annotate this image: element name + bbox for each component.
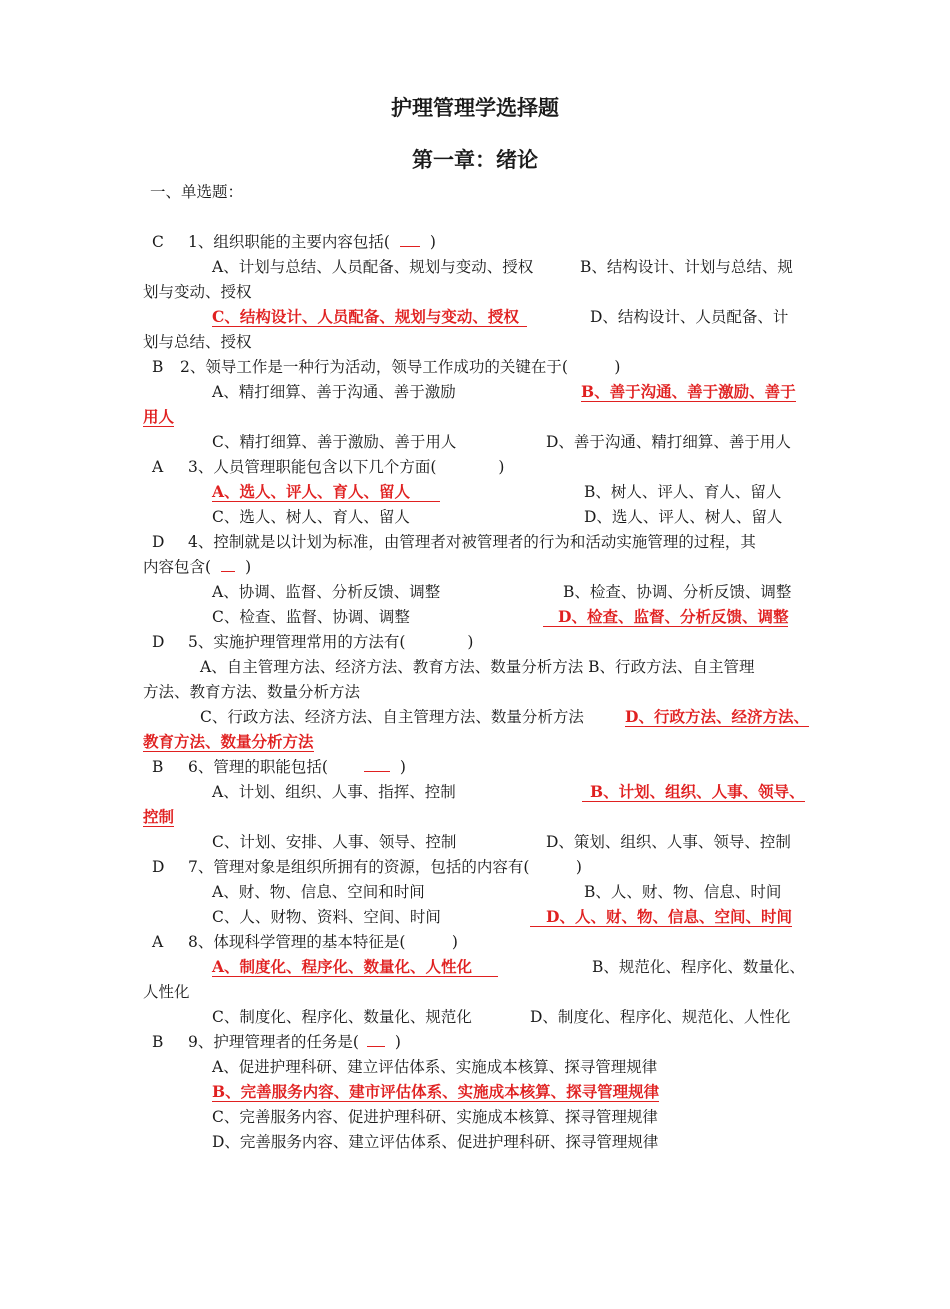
question-stem: 6、管理的职能包括( ) [188,758,406,776]
answer-key: B [152,358,164,376]
question-stem-cont: 内容包含( ) [143,558,252,576]
option-a: A、计划、组织、人事、指挥、控制 [212,783,456,801]
option-d: D、完善服务内容、建立评估体系、促进护理科研、探寻管理规律 [212,1133,659,1151]
question-stem: 7、管理对象是组织所拥有的资源，包括的内容有( ) [188,858,582,876]
option-d: D、选人、评人、树人、留人 [584,508,783,526]
answer-blank [400,232,420,247]
question-stem: 8、体现科学管理的基本特征是( ) [188,933,458,951]
question-stem: 1、组织职能的主要内容包括( ) [188,233,436,251]
question-stem: 3、人员管理职能包含以下几个方面( ) [188,458,505,476]
option-b: B、树人、评人、育人、留人 [584,483,782,501]
option-b-cont: 划与变动、授权 [143,283,252,301]
option-d-cont: 划与总结、授权 [143,333,252,351]
option-a: A、财、物、信息、空间和时间 [212,883,425,901]
option-c: C、人、财物、资料、空间、时间 [212,908,441,926]
option-d: D、策划、组织、人事、领导、控制 [546,833,791,851]
option-d-correct: D、检查、监督、分析反馈、调整 [543,607,788,627]
answer-key: A [152,458,164,476]
answer-blank [364,757,390,772]
option-b-cont: 控制 [143,807,175,826]
answer-key: D [152,533,165,551]
section-heading: 一、单选题： [150,183,244,201]
option-b: B、结构设计、计划与总结、规 [580,258,793,276]
chapter-title: 第一章：绪论 [412,147,538,172]
option-d: D、结构设计、人员配备、计 [590,308,789,326]
option-b-cont: 方法、教育方法、数量分析方法 [143,683,361,701]
option-a-b: A、自主管理方法、经济方法、教育方法、数量分析方法 B、行政方法、自主管理 [200,658,755,676]
answer-key: D [152,633,165,651]
question-stem: 9、护理管理者的任务是( ) [188,1033,401,1051]
question-stem: 5、实施护理管理常用的方法有( ) [188,633,474,651]
option-d-cont: 教育方法、数量分析方法 [143,732,314,751]
answer-key: D [152,858,165,876]
option-c: C、制度化、程序化、数量化、规范化 [212,1008,472,1026]
question-stem: 4、控制就是以计划为标准，由管理者对被管理者的行为和活动实施管理的过程，其 [188,533,756,551]
option-c: C、精打细算、善于激励、善于用人 [212,433,457,451]
option-b: B、检查、协调、分析反馈、调整 [563,583,792,601]
option-a: A、协调、监督、分析反馈、调整 [212,583,441,601]
option-d-correct: D、行政方法、经济方法、 [625,707,809,726]
question-stem: 2、领导工作是一种行为活动，领导工作成功的关键在于( ) [180,358,621,376]
answer-key: C [152,233,164,251]
answer-key: B [152,1033,164,1051]
option-a-correct: A、选人、评人、育人、留人 [212,482,440,502]
option-d: D、制度化、程序化、规范化、人性化 [530,1008,791,1026]
option-c: C、行政方法、经济方法、自主管理方法、数量分析方法 [200,708,584,726]
option-c: C、选人、树人、育人、留人 [212,508,410,526]
option-b-correct: B、完善服务内容、建市评估体系、实施成本核算、探寻管理规律 [212,1082,660,1101]
option-b-correct: B、善于沟通、善于激励、善于 [581,382,796,401]
answer-key: B [152,758,164,776]
option-d-correct: D、人、财、物、信息、空间、时间 [530,907,792,927]
answer-blank [367,1032,385,1047]
option-c: C、检查、监督、协调、调整 [212,608,410,626]
option-c: C、计划、安排、人事、领导、控制 [212,833,457,851]
option-a-correct: A、制度化、程序化、数量化、人性化 [212,957,498,977]
option-a: A、计划与总结、人员配备、规划与变动、授权 [212,258,534,276]
option-b-cont: 人性化 [143,983,190,1001]
option-b-correct: B、计划、组织、人事、领导、 [582,782,805,802]
answer-key: A [152,933,164,951]
page-title: 护理管理学选择题 [391,95,559,120]
option-a: A、精打细算、善于沟通、善于激励 [212,383,456,401]
option-a: A、促进护理科研、建立评估体系、实施成本核算、探寻管理规律 [212,1058,658,1076]
option-b: B、人、财、物、信息、时间 [584,883,782,901]
option-c-correct: C、结构设计、人员配备、规划与变动、授权 [212,307,527,327]
option-c: C、完善服务内容、促进护理科研、实施成本核算、探寻管理规律 [212,1108,658,1126]
answer-blank [221,557,235,572]
option-b: B、规范化、程序化、数量化、 [592,958,805,976]
option-b-cont: 用人 [143,407,175,426]
option-d: D、善于沟通、精打细算、善于用人 [546,433,791,451]
